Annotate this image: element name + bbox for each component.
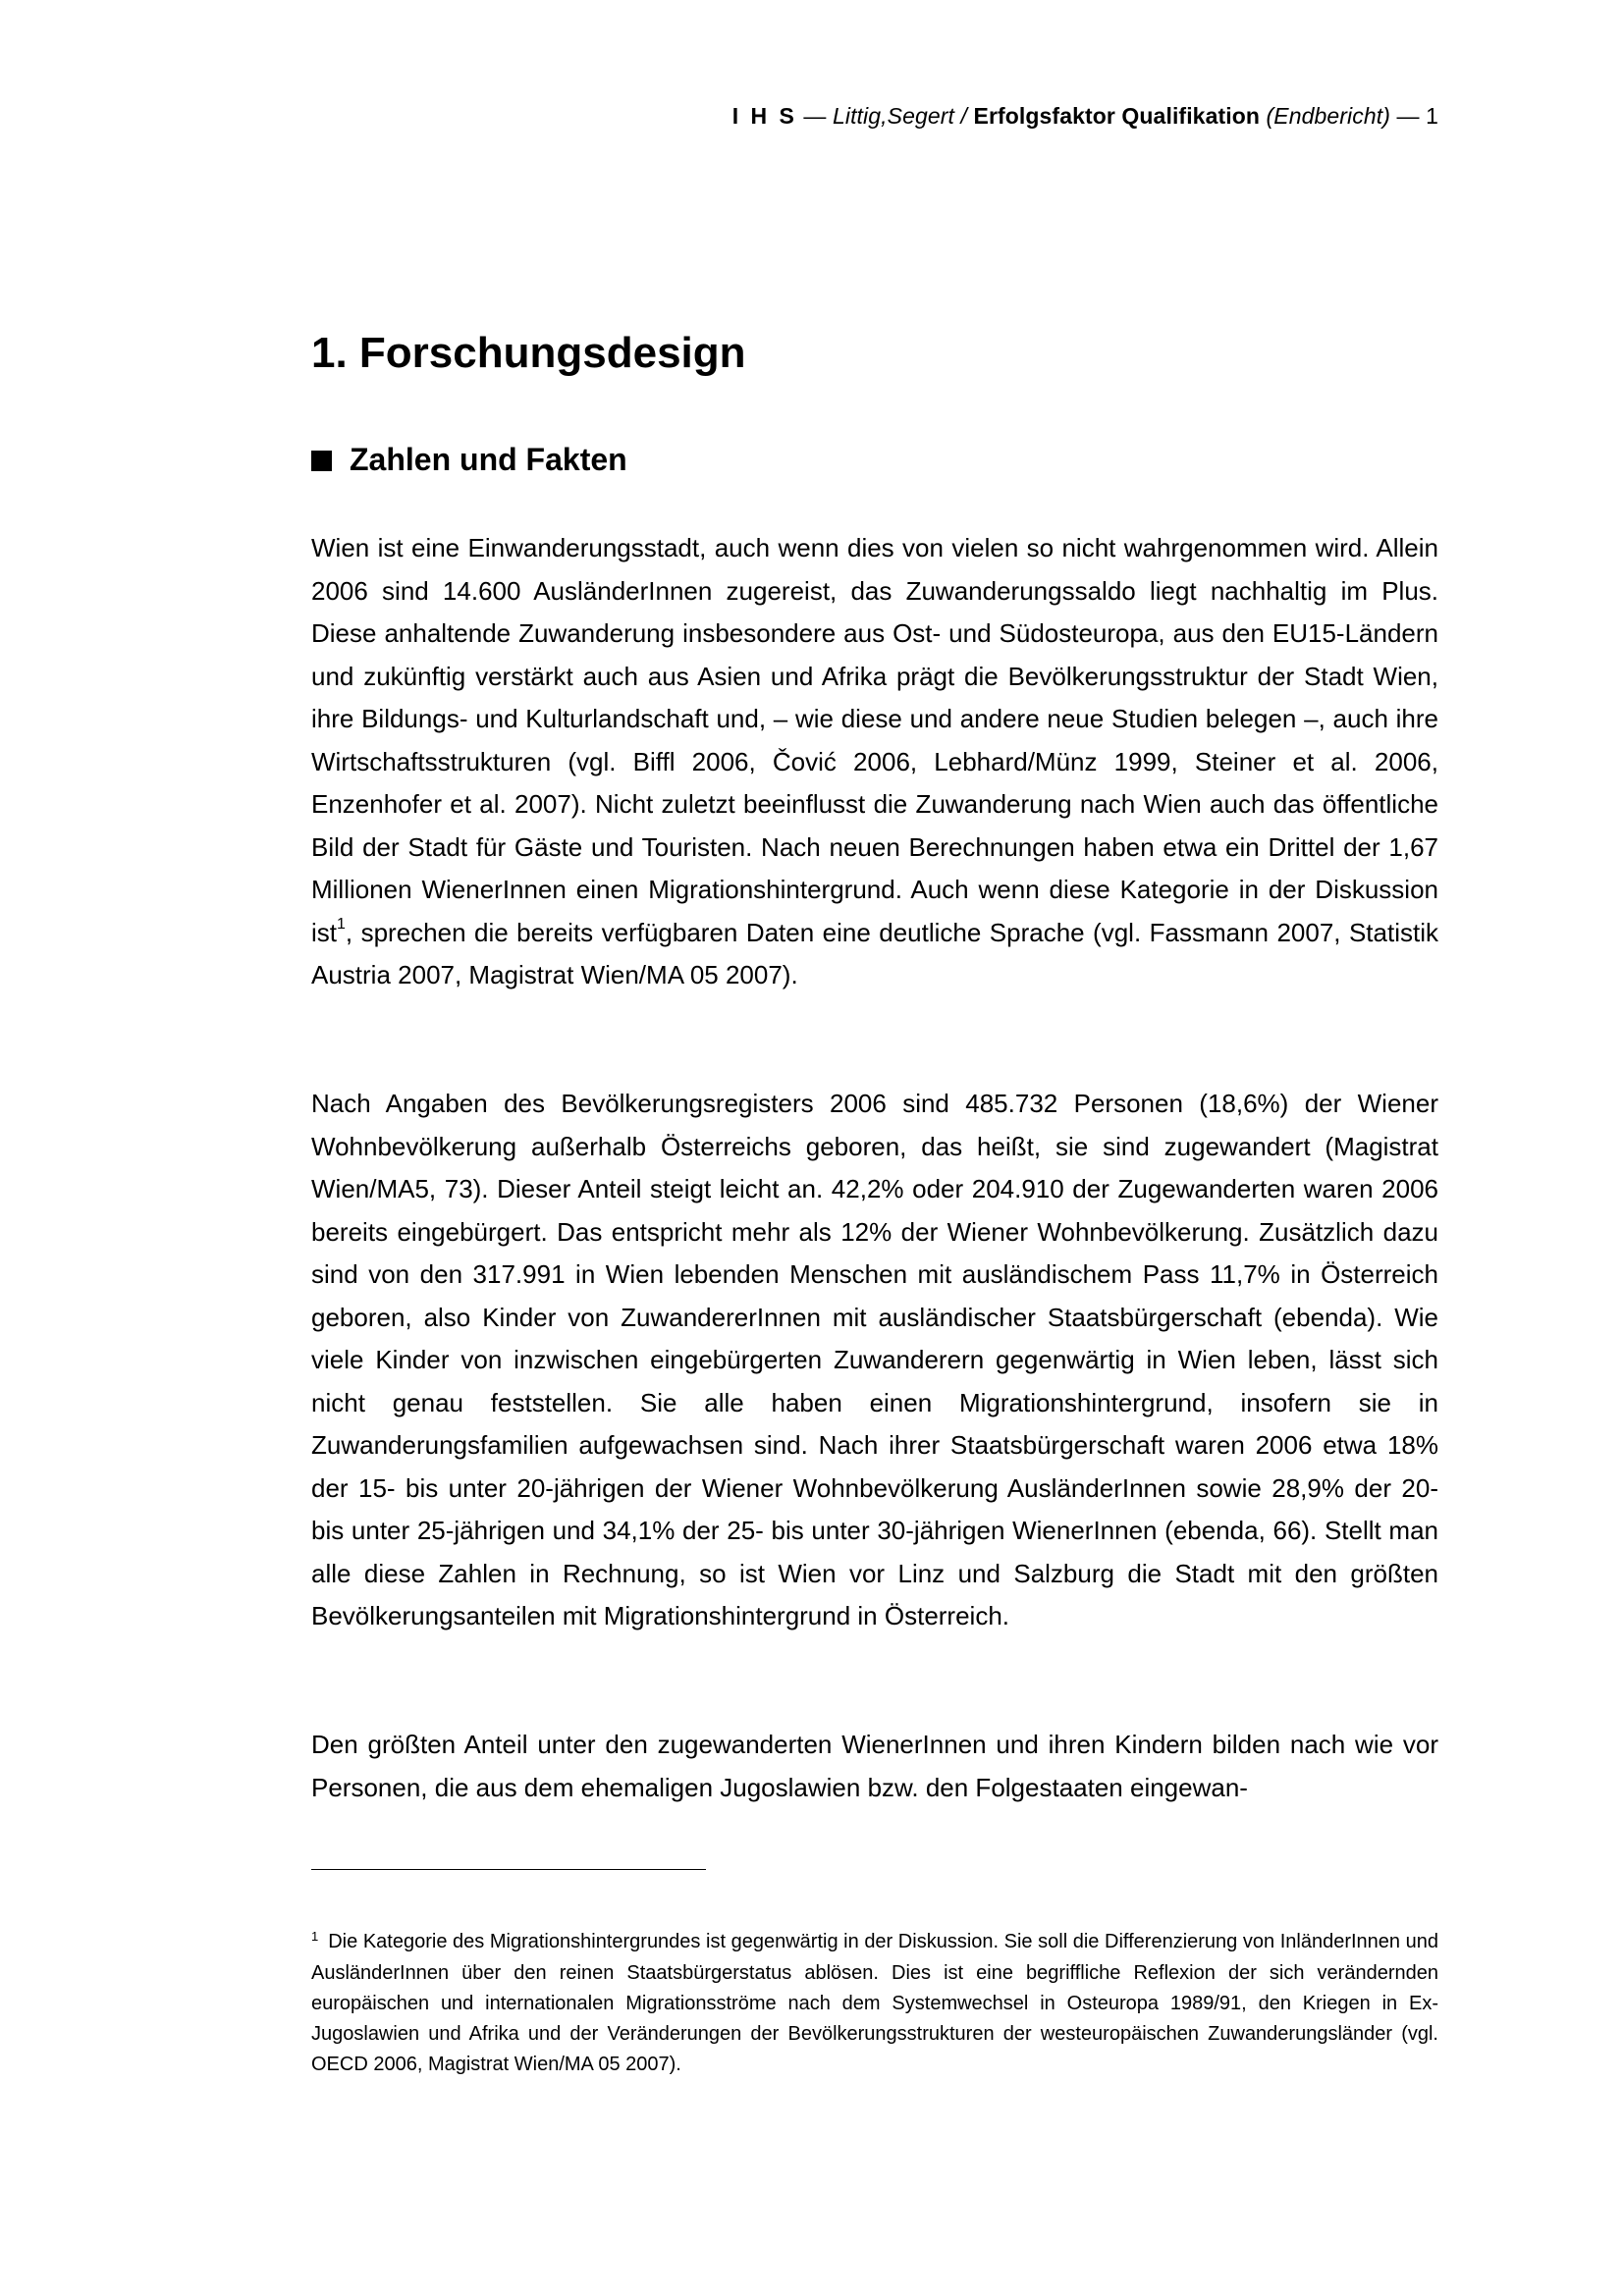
paragraph-2: Nach Angaben des Bevölkerungsregisters 2006 sind 485.732 Personen (18,6%) der Wiener Wohnbevölkerung außerhalb Österreichs geboren, das heißt, sie sind zugewandert (Magistrat Wien/MA5, 73). Dieser Anteil steigt leicht an. 42,2% oder 204.910 der Zugewanderten waren 2006 bereits eingebürgert. Das entspricht mehr als 12% der Wiener Wohnbevölkerung. Zusätzlich dazu sind von den 317.991 in Wien lebenden Menschen mit ausländischem Pass 11,7% in Österreich geboren, also Kinder von ZuwandererInnen mit ausländischer Staatsbürgerschaft (ebenda). Wie viele Kinder von inzwischen eingebürgerten Zuwanderern gegenwärtig in Wien leben, lässt sich nicht genau feststellen. Sie alle haben einen Migrationshintergrund, insofern sie in Zuwanderungsfamilien aufgewachsen sind. Nach ihrer Staatsbürgerschaft waren 2006 etwa 18% der 15- bis unter 20-jährigen der Wiener Wohnbevölkerung AusländerInnen sowie 28,9% der 20- bis unter 25-jährigen und 34,1% der 25- bis unter 30-jährigen WienerInnen (ebenda, 66). Stellt man alle diese Zahlen in Rechnung, so ist Wien vor Linz und Salzburg die Stadt mit den größten Bevölkerungsanteilen mit Migrationshintergrund in Österreich. — [311, 1089, 1438, 1630]
header-title: Erfolgsfaktor Qualifikation — [973, 103, 1261, 129]
header-separator-2: — — [1390, 103, 1427, 129]
header-org: I H S — [731, 103, 797, 129]
header-authors: Littig,Segert — [832, 103, 955, 129]
header-slash: / — [954, 103, 974, 129]
section-heading — [311, 440, 627, 479]
paragraph-1-text-part-2: , sprechen die bereits verfügbaren Daten eine deutliche Sprache (vgl. Fassmann 2007, Statistik Austria 2007, Magistrat Wien/MA 05 2007). — [311, 917, 1438, 989]
footnote-1 — [311, 1927, 1438, 2080]
paragraph-1-text-part-1: Wien ist eine Einwanderungsstadt, auch wenn dies von vielen so nicht wahrgenommen wird. Allein 2006 sind 14.600 AusländerInnen zugereist, das Zuwanderungssaldo liegt nachhaltig im Plus. Diese anhaltende Zuwanderung insbesondere aus Ost- und Südosteuropa, aus den EU15-Ländern und zukünftig verstärkt auch aus Asien und Afrika prägt die Bevölkerungsstruktur der Stadt Wien, ihre Bildungs- und Kulturlandschaft und, – wie diese und andere neue Studien belegen –, auch ihre Wirtschaftsstrukturen (vgl. Biffl 2006, Čović 2006, Lebhard/Münz 1999, Steiner et al. 2006, Enzenhofer et al. 2007). Nicht zuletzt beeinflusst die Zuwanderung nach Wien auch das öffentliche Bild der Stadt für Gäste und Touristen. Nach neuen Berechnungen haben etwa ein Drittel der 1,67 Millionen WienerInnen einen Migrationshintergrund. Auch wenn diese Kategorie in der Diskussion ist — [311, 533, 1438, 947]
footnote-reference-1[interactable]: 1 — [337, 915, 346, 933]
header-report-type: (Endbericht) — [1266, 103, 1390, 129]
chapter-heading: 1. Forschungsdesign — [311, 329, 746, 377]
paragraph-3: Den größten Anteil unter den zugewanderten WienerInnen und ihren Kindern bilden nach wie vor Personen, die aus dem ehemaligen Jugoslawien bzw. den Folgestaaten eingewan- — [311, 1730, 1438, 1802]
square-bullet-icon — [311, 451, 332, 471]
header-separator: — — [796, 103, 833, 129]
footnote-text: Die Kategorie des Migrationshintergrundes ist gegenwärtig in der Diskussion. Sie soll die Differenzierung von InländerInnen und AusländerInnen über den reinen Staatsbürgerstatus ablösen. Dies ist eine begriffliche Reflexion der sich verändernden europäischen und internationalen Migrationsströme nach dem Systemwechsel in Osteuropa 1989/91, den Kriegen in Ex-Jugoslawien und Afrika und der Veränderungen der Bevölkerungsstrukturen der westeuropäischen Zuwanderungsländer (vgl. OECD 2006, Magistrat Wien/MA 05 2007). — [311, 1931, 1438, 2075]
running-header — [732, 102, 1438, 130]
footnote-separator — [311, 1869, 706, 1870]
page-number: 1 — [1426, 103, 1438, 129]
footnote-mark: 1 — [311, 1929, 319, 1944]
section-heading-text: Zahlen und Fakten — [350, 442, 627, 477]
paragraph-1 — [311, 527, 1438, 997]
